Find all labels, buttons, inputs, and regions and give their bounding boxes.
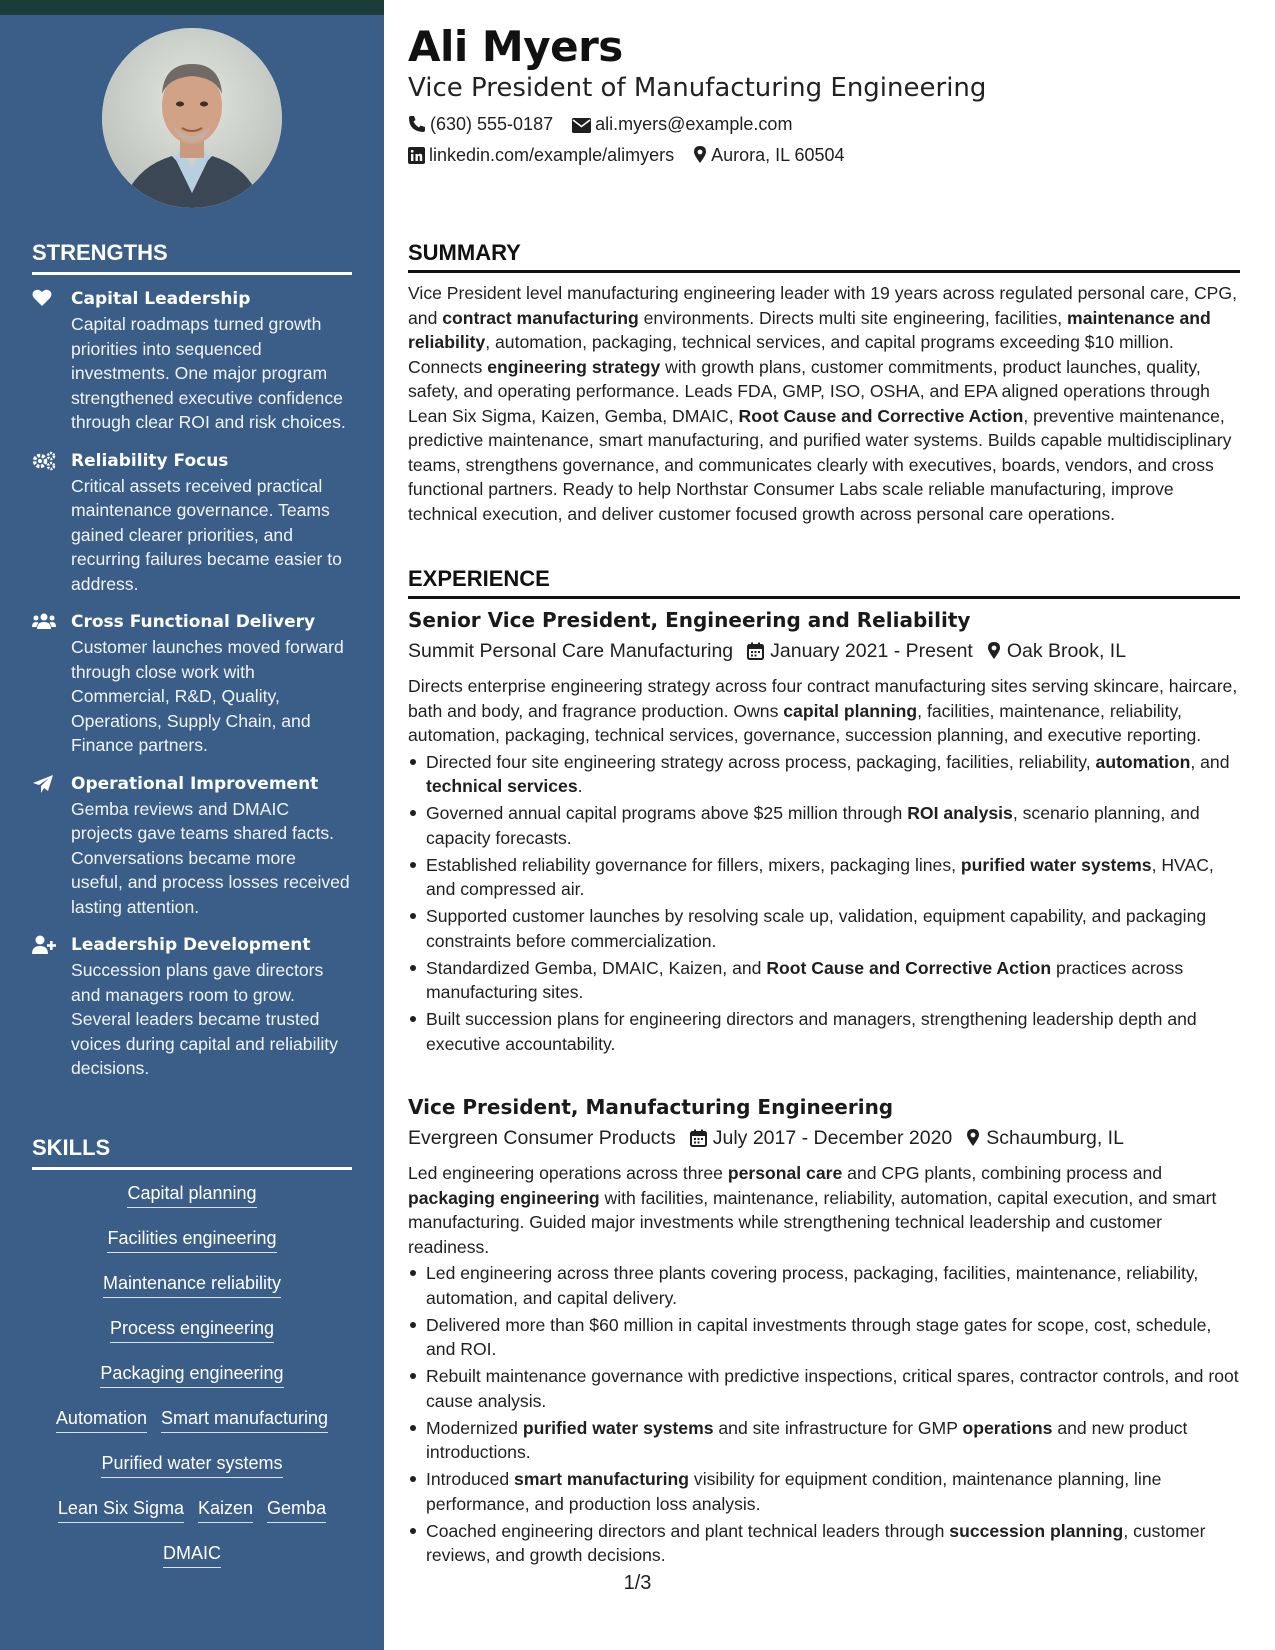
portrait-image [102, 28, 282, 208]
achievement-item: Standardized Gemba, DMAIC, Kaizen, and Root Cause and Corrective Action practices across manufacturing sites. [408, 956, 1240, 1005]
summary-heading: SUMMARY [408, 240, 1240, 273]
bold-keyword: contract manufacturing [442, 307, 639, 328]
user-plus-icon [32, 935, 56, 955]
map-pin-icon [987, 639, 1001, 669]
users-icon [32, 612, 56, 632]
job-meta [408, 636, 1240, 669]
achievement-item: Built succession plans for engineering directors and managers, strengthening leadership depth and executive accountability. [408, 1007, 1240, 1056]
strength-item [32, 450, 352, 597]
page-number: 1/3 [623, 1572, 652, 1594]
skill-row [32, 1452, 352, 1497]
job-meta [408, 1123, 1240, 1156]
strength-description: Customer launches moved forward through close work with Commercial, R&D, Quality, Operations, Supply Chain, and Finance partners. [71, 637, 344, 755]
summary-text: Vice President level manufacturing engineering leader with 19 years across regulated personal care, CPG, and contract manufacturing environments. Directs multi site engineering, facilities, maintenance and reliability, automation, packaging, technical services, and capital programs exceeding $10 million. Connects engineering strategy with growth plans, customer commitments, product launches, quality, safety, and operating performance. Leads FDA, GMP, ISO, OSHA, and EPA aligned operations through Lean Six Sigma, Kaizen, Gemba, DMAIC, Root Cause and Corrective Action, preventive maintenance, predictive maintenance, smart manufacturing, and purified water systems. Builds capable multidisciplinary teams, strengthens governance, and communicates clearly with executives, boards, vendors, and cross functional partners. Ready to help Northstar Consumer Labs scale reliable manufacturing, improve technical execution, and deliver customer focused growth across personal care operations. [408, 283, 1237, 524]
phone-number: (630) 555-0187 [430, 114, 554, 134]
sidebar-top-bar [0, 0, 384, 15]
skill-row [32, 1317, 352, 1362]
job-title: Vice President, Manufacturing Engineering [408, 1095, 894, 1119]
skill-row [32, 1407, 352, 1452]
skills-heading: SKILLS [32, 1135, 352, 1170]
location-text: Aurora, IL 60504 [711, 145, 845, 165]
achievement-item: Introduced smart manufacturing visibility for equipment condition, maintenance planning, line performance, and production loss analysis. [408, 1467, 1240, 1516]
strength-description: Gemba reviews and DMAIC projects gave teams shared facts. Conversations became more useful, and process losses received lasting attention. [71, 798, 350, 917]
skill-row [32, 1182, 352, 1227]
achievement-list [408, 1261, 1240, 1568]
strength-title: Capital Leadership [71, 289, 251, 309]
skill-row [32, 1542, 352, 1587]
skill-tag: Purified water systems [101, 1452, 282, 1478]
strength-item [32, 288, 352, 435]
job-entry [408, 606, 1240, 1059]
phone-contact[interactable] [408, 114, 553, 138]
heart-icon [32, 289, 56, 309]
skill-tag: Gemba [267, 1497, 326, 1523]
strength-title: Cross Functional Delivery [71, 612, 316, 632]
company-name: Summit Personal Care Manufacturing [408, 640, 734, 662]
candidate-name: Ali Myers [408, 22, 623, 71]
strength-item [32, 611, 352, 758]
skill-tag: DMAIC [163, 1542, 221, 1568]
skill-tag: Process engineering [110, 1317, 274, 1343]
bold-keyword: ROI analysis [907, 803, 1013, 824]
strength-item [32, 934, 352, 1081]
calendar-icon [747, 639, 764, 669]
strength-title: Operational Improvement [71, 773, 319, 794]
job-title: Senior Vice President, Engineering and Reliability [408, 608, 971, 632]
skill-tag: Maintenance reliability [103, 1272, 281, 1298]
job-dates: January 2021 - Present [770, 640, 973, 662]
bold-keyword: technical services [426, 776, 578, 796]
phone-icon [408, 115, 426, 138]
achievement-item: Governed annual capital programs above $25 million through ROI analysis, scenario planning, and capacity forecasts. [408, 801, 1240, 850]
job-location: Schaumburg, IL [986, 1127, 1124, 1149]
achievement-item: Coached engineering directors and plant technical leaders through succession planning, customer reviews, and growth decisions. [408, 1519, 1240, 1568]
company-name: Evergreen Consumer Products [408, 1127, 676, 1149]
skill-tag: Kaizen [198, 1497, 253, 1523]
envelope-icon [572, 117, 591, 138]
achievement-item: Modernized purified water systems and site infrastructure for GMP operations and new product introductions. [408, 1416, 1240, 1465]
gears-icon [32, 451, 56, 471]
job-dates: July 2017 - December 2020 [712, 1127, 953, 1149]
paper-plane-icon [32, 774, 56, 794]
achievement-item: Led engineering across three plants covering process, packaging, facilities, maintenance, reliability, automation, and capital delivery. [408, 1261, 1240, 1310]
linkedin-contact[interactable] [408, 145, 674, 169]
email-contact[interactable] [572, 114, 792, 138]
bold-keyword: operations [962, 1417, 1053, 1438]
candidate-title: Vice President of Manufacturing Engineering [408, 73, 987, 103]
experience-heading: EXPERIENCE [408, 566, 1240, 599]
linkedin-url: linkedin.com/example/alimyers [429, 145, 675, 165]
job-description: Directs enterprise engineering strategy across four contract manufacturing sites serving skincare, haircare, bath and body, and fragrance production. Owns capital planning, facilities, maintenance, reliability, automation, packaging, technical services, governance, succession planning, and executive reporting. [408, 676, 1238, 745]
bold-keyword: packaging engineering [408, 1187, 600, 1208]
skills-list [32, 1182, 352, 1587]
skill-row [32, 1497, 352, 1542]
strengths-list [32, 288, 352, 1096]
skill-tag: Lean Six Sigma [58, 1497, 184, 1523]
job-location: Oak Brook, IL [1006, 640, 1127, 662]
linkedin-icon [408, 147, 425, 169]
bold-keyword: maintenance and reliability [408, 307, 1211, 352]
skill-row [32, 1227, 352, 1272]
strength-title: Reliability Focus [71, 450, 229, 471]
achievement-item: Directed four site engineering strategy across process, packaging, facilities, reliability, automation, and technical services. [408, 750, 1240, 799]
skill-tag: Automation [56, 1407, 147, 1433]
job-description: Led engineering operations across three personal care and CPG plants, combining process and packaging engineering with facilities, maintenance, reliability, automation, capital execution, and smart manufacturing. Guided major investments while strengthening technical leadership and customer readiness. [408, 1163, 1217, 1257]
achievement-item: Supported customer launches by resolving scale up, validation, equipment capability, and packaging constraints before commercialization. [408, 904, 1240, 953]
location-contact [693, 145, 844, 169]
skill-tag: Packaging engineering [100, 1362, 283, 1388]
bold-keyword: Root Cause and Corrective Action [766, 957, 1052, 978]
avatar [102, 28, 282, 208]
bold-keyword: personal care [727, 1163, 843, 1183]
skill-row [32, 1272, 352, 1317]
bold-keyword: engineering strategy [487, 356, 661, 377]
skill-tag: Smart manufacturing [161, 1407, 328, 1433]
contact-row [408, 114, 806, 138]
bold-keyword: automation [1095, 751, 1191, 772]
skill-tag: Facilities engineering [107, 1227, 276, 1253]
strength-item [32, 773, 352, 920]
calendar-icon [690, 1126, 707, 1156]
strength-title: Leadership Development [71, 935, 311, 955]
bold-keyword: capital planning [783, 700, 918, 721]
achievement-item: Rebuilt maintenance governance with predictive inspections, critical spares, contractor controls, and root cause analysis. [408, 1364, 1240, 1413]
skill-tag: Capital planning [127, 1182, 256, 1208]
skill-row [32, 1362, 352, 1407]
strengths-heading: STRENGTHS [32, 240, 352, 275]
bold-keyword: succession planning [949, 1520, 1124, 1541]
job-entry [408, 1093, 1240, 1571]
strength-description: Capital roadmaps turned growth priorities into sequenced investments. One major program strengthened executive confidence through clear ROI and risk choices. [71, 314, 346, 432]
map-pin-icon [966, 1126, 980, 1156]
achievement-list [408, 750, 1240, 1057]
email-address: ali.myers@example.com [595, 114, 793, 134]
achievement-item: Delivered more than $60 million in capital investments through stage gates for scope, cost, schedule, and ROI. [408, 1313, 1240, 1362]
bold-keyword: smart manufacturing [514, 1469, 690, 1490]
achievement-item: Established reliability governance for fillers, mixers, packaging lines, purified water systems, HVAC, and compressed air. [408, 853, 1240, 902]
contact-row [408, 145, 859, 169]
strength-description: Critical assets received practical maintenance governance. Teams gained clearer priorities, and recurring failures became easier to address. [71, 475, 342, 594]
sidebar [0, 0, 384, 1650]
bold-keyword: purified water systems [960, 854, 1152, 875]
bold-keyword: Root Cause and Corrective Action [738, 405, 1024, 426]
bold-keyword: purified water systems [522, 1417, 714, 1438]
map-pin-icon [693, 145, 707, 169]
strength-description: Succession plans gave directors and managers room to grow. Several leaders became trusted voices during capital and reliability decisions. [71, 960, 338, 1078]
